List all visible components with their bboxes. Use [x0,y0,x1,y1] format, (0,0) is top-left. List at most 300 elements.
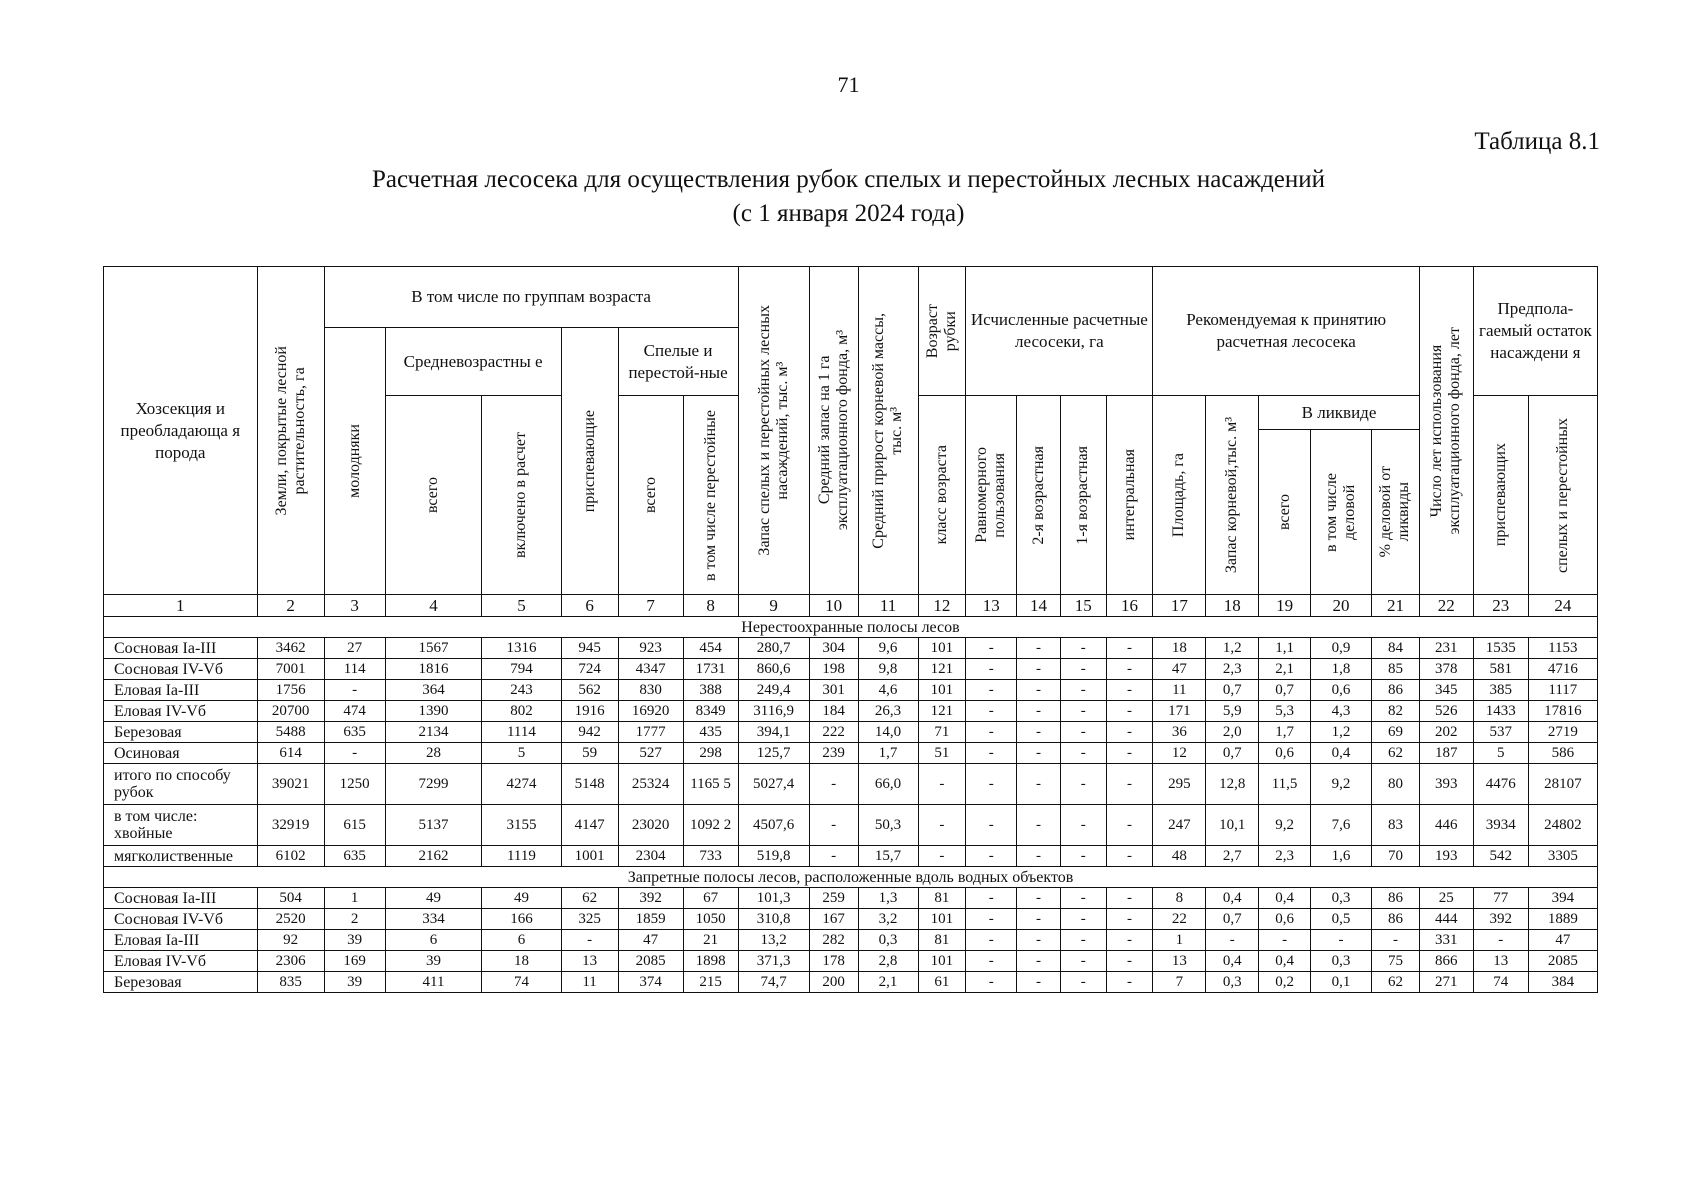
table-cell: 1390 [385,701,482,722]
table-cell: 50,3 [858,805,918,846]
table-cell: - [324,743,385,764]
table-cell: 4274 [482,764,561,805]
row-label: Еловая IV-Vб [104,701,258,722]
table-cell: 24802 [1528,805,1597,846]
table-cell: 0,4 [1259,888,1311,909]
header-area: Площадь, га [1153,396,1206,595]
table-cell: - [1017,930,1061,951]
table-cell: 82 [1372,701,1420,722]
table-cell: - [918,846,966,867]
table-cell: 0,7 [1206,909,1259,930]
table-cell: 9,2 [1311,764,1372,805]
table-cell: 247 [1153,805,1206,846]
column-number: 16 [1106,595,1153,617]
header-business-percent: % деловой от ликвиды [1372,430,1420,595]
table-cell: 121 [918,701,966,722]
table-cell: 860,6 [738,659,809,680]
table-cell: 12 [1153,743,1206,764]
table-cell: 101 [918,680,966,701]
table-cell: 22 [1153,909,1206,930]
table-cell: 13,2 [738,930,809,951]
table-cell: 243 [482,680,561,701]
table-cell: 2,3 [1259,846,1311,867]
table-cell: - [809,846,858,867]
table-row [104,638,1598,659]
table-cell: 62 [1372,743,1420,764]
table-cell: 0,4 [1206,888,1259,909]
column-number: 8 [683,595,738,617]
table-cell: 374 [618,972,683,993]
table-cell: 81 [918,888,966,909]
table-cell: 101 [918,909,966,930]
table-row [104,764,1598,805]
column-number: 4 [385,595,482,617]
table-cell: - [1106,722,1153,743]
table-cell: 81 [918,930,966,951]
table-cell: 1153 [1528,638,1597,659]
table-cell: 2,1 [1259,659,1311,680]
header-forest-land: Земли, покрытые лесной растительность, га [257,267,324,595]
row-label: Сосновая IV-Vб [104,659,258,680]
table-row [104,722,1598,743]
header-cutting-age: Возраст рубки [918,267,966,396]
section-row [104,867,1598,888]
column-number: 10 [809,595,858,617]
table-cell: 178 [809,951,858,972]
table-cell: 4,6 [858,680,918,701]
title-line-1: Расчетная лесосека для осуществления рубок спелых и перестойных лесных насаждений [371,166,1326,193]
table-cell: - [966,722,1017,743]
table-cell: 519,8 [738,846,809,867]
table-cell: 0,7 [1206,680,1259,701]
table-cell: 2085 [1528,951,1597,972]
table-cell: 942 [561,722,618,743]
table-cell: 282 [809,930,858,951]
table-cell: 866 [1419,951,1473,972]
table-cell: 635 [324,722,385,743]
table-cell: 18 [482,951,561,972]
table-cell: - [1017,888,1061,909]
table-cell: 562 [561,680,618,701]
table-cell: 394,1 [738,722,809,743]
column-number: 20 [1311,595,1372,617]
table-cell: 1119 [482,846,561,867]
table-cell: - [1060,743,1106,764]
table-cell: - [1060,722,1106,743]
table-cell: 84 [1372,638,1420,659]
table-cell: - [966,701,1017,722]
table-cell: 5027,4 [738,764,809,805]
table-cell: 1816 [385,659,482,680]
table-cell: - [1017,701,1061,722]
table-cell: - [1017,680,1061,701]
table-cell: 184 [809,701,858,722]
table-cell: 830 [618,680,683,701]
table-cell: 1 [1153,930,1206,951]
table-cell: 75 [1372,951,1420,972]
table-cell: 39021 [257,764,324,805]
table-cell: 16920 [618,701,683,722]
table-cell: 454 [683,638,738,659]
table-cell: - [1473,930,1528,951]
table-cell: 1859 [618,909,683,930]
table-cell: - [1106,638,1153,659]
table-cell: 581 [1473,659,1528,680]
table-cell: 27 [324,638,385,659]
table-row [104,680,1598,701]
table-cell: 7,6 [1311,805,1372,846]
column-number: 13 [966,595,1017,617]
column-number: 18 [1206,595,1259,617]
table-cell: 171 [1153,701,1206,722]
table-cell: 11,5 [1259,764,1311,805]
table-cell: 83 [1372,805,1420,846]
table-cell: 121 [918,659,966,680]
table-cell: 28 [385,743,482,764]
header-middle-aged: Средневозрастны е [385,328,561,396]
row-label: мягколиственные [104,846,258,867]
header-years-use: Число лет использования эксплуатационного фонда, лет [1419,267,1473,595]
table-cell: 1535 [1473,638,1528,659]
table-cell: 1433 [1473,701,1528,722]
table-cell: - [966,846,1017,867]
table-cell: 446 [1419,805,1473,846]
table-cell: 4476 [1473,764,1528,805]
table-cell: 9,2 [1259,805,1311,846]
table-cell: 1916 [561,701,618,722]
section-title: Запретные полосы лесов, расположенные вдоль водных объектов [104,867,1598,888]
table-cell: 325 [561,909,618,930]
header-young: молодняки [324,328,385,595]
table-cell: - [1060,972,1106,993]
felling-table [103,266,1598,993]
header-middle-included: включено в расчет [482,396,561,595]
table-cell: 295 [1153,764,1206,805]
header-integral: интегральная [1106,396,1153,595]
column-number: 6 [561,595,618,617]
table-cell: 8 [1153,888,1206,909]
table-cell: - [1106,972,1153,993]
header-recommended: Рекомендуемая к принятию расчетная лесосека [1153,267,1419,396]
table-cell: - [1060,888,1106,909]
column-number: 2 [257,595,324,617]
row-label: Сосновая Ia-III [104,888,258,909]
table-cell: 77 [1473,888,1528,909]
table-cell: 1567 [385,638,482,659]
header-overmature: в том числе перестойные [683,396,738,595]
table-cell: 3155 [482,805,561,846]
table-cell: 5 [1473,743,1528,764]
table-cell: 3116,9 [738,701,809,722]
table-cell: 1777 [618,722,683,743]
table-cell: 331 [1419,930,1473,951]
table-cell: 13 [1473,951,1528,972]
table-cell: 193 [1419,846,1473,867]
table-cell: 6 [385,930,482,951]
column-number: 7 [618,595,683,617]
table-cell: - [918,764,966,805]
table-cell: 114 [324,659,385,680]
table-cell: 5,9 [1206,701,1259,722]
table-cell: 923 [618,638,683,659]
header-age-groups: В том числе по группам возраста [324,267,738,328]
table-cell: - [1017,846,1061,867]
table-cell: 0,7 [1206,743,1259,764]
table-cell: - [966,805,1017,846]
table-cell: 18 [1153,638,1206,659]
table-cell: 794 [482,659,561,680]
table-cell: 51 [918,743,966,764]
table-cell: 1250 [324,764,385,805]
table-cell: - [1106,951,1153,972]
table-cell: - [1060,764,1106,805]
table-cell: 280,7 [738,638,809,659]
table-row [104,846,1598,867]
table-cell: 101 [918,951,966,972]
header-liquid-total: всего [1259,430,1311,595]
table-cell: 202 [1419,722,1473,743]
table-cell: 200 [809,972,858,993]
column-number: 19 [1259,595,1311,617]
row-label: Еловая Ia-III [104,930,258,951]
header-avg-growth: Средний прирост корневой массы, тыс. м³ [858,267,918,595]
table-cell: 3934 [1473,805,1528,846]
table-cell: 301 [809,680,858,701]
table-cell: 47 [1153,659,1206,680]
table-cell: 25 [1419,888,1473,909]
table-cell: 2085 [618,951,683,972]
table-title [0,163,1697,231]
table-cell: 0,3 [1311,888,1372,909]
table-cell: 85 [1372,659,1420,680]
column-number: 1 [104,595,258,617]
table-cell: 61 [918,972,966,993]
table-cell: 526 [1419,701,1473,722]
table-cell: 47 [618,930,683,951]
table-cell: 9,8 [858,659,918,680]
table-cell: - [966,951,1017,972]
table-cell: 0,3 [1206,972,1259,993]
table-cell: 0,9 [1311,638,1372,659]
table-cell: - [1106,701,1153,722]
table-cell: - [1106,930,1153,951]
row-label: Осиновая [104,743,258,764]
table-cell: 945 [561,638,618,659]
table-body [104,595,1598,993]
table-cell: - [1106,764,1153,805]
table-cell: - [966,680,1017,701]
table-cell: 71 [918,722,966,743]
column-number: 24 [1528,595,1597,617]
table-cell: 2162 [385,846,482,867]
table-cell: - [561,930,618,951]
table-cell: 0,5 [1311,909,1372,930]
table-cell: 48 [1153,846,1206,867]
table-cell: 527 [618,743,683,764]
table-cell: 0,6 [1259,909,1311,930]
table-cell: 2520 [257,909,324,930]
table-cell: 222 [809,722,858,743]
page-number: 71 [837,72,860,97]
table-cell: 17816 [1528,701,1597,722]
table-cell: - [1206,930,1259,951]
table-cell: - [1259,930,1311,951]
table-cell: 1165 5 [683,764,738,805]
table-cell: - [809,805,858,846]
table-cell: 231 [1419,638,1473,659]
table-cell: 444 [1419,909,1473,930]
row-label: итого по способу рубок [104,764,258,805]
table-cell: 6 [482,930,561,951]
table-cell: 0,3 [858,930,918,951]
table-cell: - [1017,659,1061,680]
table-cell: - [1106,743,1153,764]
table-cell: - [1017,972,1061,993]
table-cell: 542 [1473,846,1528,867]
table-cell: - [1060,846,1106,867]
table-cell: 7299 [385,764,482,805]
table-row [104,805,1598,846]
table-cell: 6102 [257,846,324,867]
table-header [104,267,1598,595]
table-cell: - [1060,638,1106,659]
table-cell: 8349 [683,701,738,722]
table-cell: 5488 [257,722,324,743]
table-cell: 1889 [1528,909,1597,930]
row-label: Сосновая Ia-III [104,638,258,659]
table-cell: 3305 [1528,846,1597,867]
table-cell: - [1106,680,1153,701]
table-cell: - [1372,930,1420,951]
table-cell: 1,2 [1206,638,1259,659]
table-cell: 25324 [618,764,683,805]
table-cell: 378 [1419,659,1473,680]
table-cell: - [1060,951,1106,972]
table-cell: 3462 [257,638,324,659]
table-cell: 1,3 [858,888,918,909]
table-cell: 4147 [561,805,618,846]
table-cell: 1,6 [1311,846,1372,867]
table-cell: 1117 [1528,680,1597,701]
table-cell: 62 [1372,972,1420,993]
header-rest-maturing: приспевающих [1473,396,1528,595]
table-cell: - [1017,638,1061,659]
table-cell: 32919 [257,805,324,846]
table-cell: 15,7 [858,846,918,867]
table-cell: - [1017,805,1061,846]
table-cell: 345 [1419,680,1473,701]
table-cell: - [966,930,1017,951]
table-cell: 215 [683,972,738,993]
table-cell: 249,4 [738,680,809,701]
table-cell: 62 [561,888,618,909]
table-cell: - [1017,722,1061,743]
table-cell: 2,3 [1206,659,1259,680]
header-first-age: 1-я возрастная [1060,396,1106,595]
row-label: Березовая [104,722,258,743]
table-cell: 2304 [618,846,683,867]
table-cell: 92 [257,930,324,951]
table-cell: 1898 [683,951,738,972]
table-cell: 2134 [385,722,482,743]
header-avg-stock: Средний запас на 1 га эксплуатационного фонда, м³ [809,267,858,595]
table-cell: 74,7 [738,972,809,993]
table-cell: - [966,638,1017,659]
table-cell: 371,3 [738,951,809,972]
table-cell: - [1060,930,1106,951]
table-cell: 86 [1372,888,1420,909]
table-cell: 2306 [257,951,324,972]
table-cell: 298 [683,743,738,764]
table-cell: 166 [482,909,561,930]
table-cell: 187 [1419,743,1473,764]
column-number: 12 [918,595,966,617]
table-cell: 724 [561,659,618,680]
table-cell: 23020 [618,805,683,846]
table-cell: 0,2 [1259,972,1311,993]
table-cell: 0,6 [1311,680,1372,701]
title-line-2: (с 1 января 2024 года) [732,200,965,227]
table-cell: 26,3 [858,701,918,722]
table-cell: - [1106,659,1153,680]
column-number: 17 [1153,595,1206,617]
table-cell: 1,2 [1311,722,1372,743]
table-cell: 586 [1528,743,1597,764]
table-cell: 1316 [482,638,561,659]
column-number: 9 [738,595,809,617]
table-cell: - [1106,846,1153,867]
table-cell: 733 [683,846,738,867]
header-root-stock: Запас корневой,тыс. м³ [1206,396,1259,595]
table-cell: 12,8 [1206,764,1259,805]
table-cell: - [966,888,1017,909]
table-cell: 86 [1372,680,1420,701]
header-age-class: класс возраста [918,396,966,595]
table-cell: 635 [324,846,385,867]
table-cell: 0,6 [1259,743,1311,764]
table-row [104,930,1598,951]
table-cell: 4716 [1528,659,1597,680]
table-row [104,909,1598,930]
column-number: 11 [858,595,918,617]
table-cell: 5 [482,743,561,764]
table-cell: - [1017,743,1061,764]
table-cell: 49 [385,888,482,909]
table-cell: 39 [324,930,385,951]
table-cell: 47 [1528,930,1597,951]
table-cell: - [809,764,858,805]
table-cell: 2719 [1528,722,1597,743]
table-cell: 3,2 [858,909,918,930]
header-liquid: В ликвиде [1259,396,1420,430]
table-cell: 835 [257,972,324,993]
table-cell: - [966,972,1017,993]
column-number: 21 [1372,595,1420,617]
table-cell: 28107 [1528,764,1597,805]
table-cell: - [966,909,1017,930]
table-cell: 504 [257,888,324,909]
header-ripe-total: всего [618,396,683,595]
table-cell: - [1060,680,1106,701]
table-cell: 615 [324,805,385,846]
table-cell: 411 [385,972,482,993]
table-cell: - [1106,805,1153,846]
table-cell: 13 [1153,951,1206,972]
row-label: Березовая [104,972,258,993]
table-cell: - [1106,909,1153,930]
table-cell: - [1060,659,1106,680]
table-cell: 0,4 [1311,743,1372,764]
